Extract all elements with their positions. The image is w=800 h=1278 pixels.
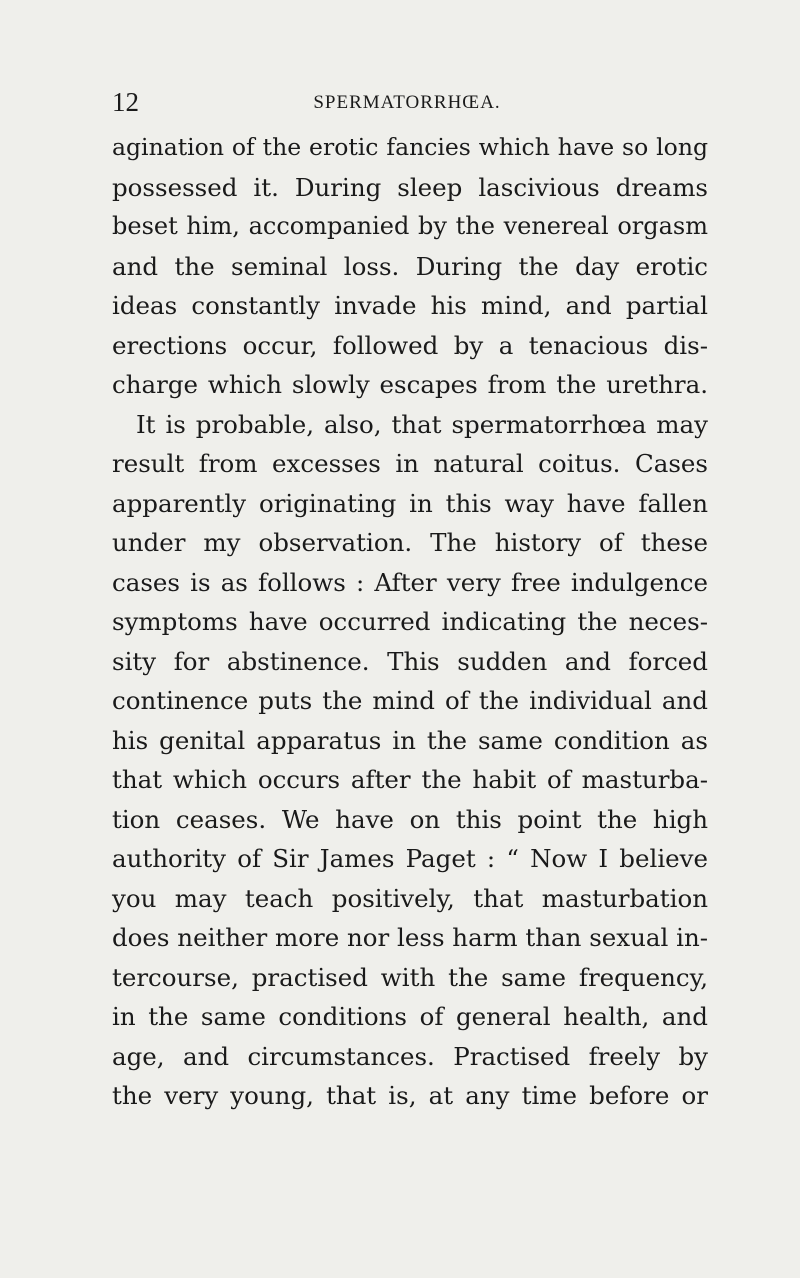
- text-line: symptoms have occurred indicating the neces-: [112, 607, 708, 636]
- text-line: agination of the erotic fancies which have so long: [112, 133, 708, 161]
- text-line: charge which slowly escapes from the urethra.: [112, 370, 708, 399]
- text-line: the very young, that is, at any time before or: [112, 1081, 708, 1110]
- text-line: tercourse, practised with the same frequency,: [112, 962, 708, 992]
- text-line: beset him, accompanied by the venereal orgasm: [112, 212, 708, 240]
- text-line: in the same conditions of general health, and: [112, 1002, 708, 1031]
- body-text: [112, 128, 708, 1116]
- text-line: authority of Sir James Paget : “ Now I believe: [112, 844, 708, 873]
- running-head: SPERMATORRHŒA.: [313, 92, 501, 113]
- text-line: that which occurs after the habit of masturba-: [112, 765, 708, 794]
- text-line: continence puts the mind of the individual and: [112, 686, 708, 715]
- text-line: cases is as follows : After very free indulgence: [112, 567, 708, 597]
- text-line: sity for abstinence. This sudden and forced: [112, 646, 708, 676]
- text-line: and the seminal loss. During the day erotic: [112, 251, 708, 281]
- text-line: tion ceases. We have on this point the high: [112, 804, 708, 834]
- text-line: his genital apparatus in the same condition as: [112, 725, 708, 755]
- text-line: apparently originating in this way have fallen: [112, 488, 708, 518]
- text-line: does neither more nor less harm than sexual in-: [112, 923, 709, 952]
- text-line: under my observation. The history of these: [112, 528, 708, 557]
- page-number: 12: [112, 87, 139, 117]
- text-line: result from excesses in natural coitus. Cases: [112, 449, 708, 478]
- text-line: possessed it. During sleep lascivious dreams: [112, 172, 708, 202]
- text-line: It is probable, also, that spermatorrhœa may: [136, 409, 708, 439]
- text-line: ideas constantly invade his mind, and partial: [112, 291, 708, 320]
- page-header: [112, 84, 702, 120]
- text-line: age, and circumstances. Practised freely by: [112, 1041, 708, 1071]
- text-line: erections occur, followed by a tenacious dis-: [112, 330, 708, 360]
- text-line: you may teach positively, that masturbation: [112, 883, 708, 913]
